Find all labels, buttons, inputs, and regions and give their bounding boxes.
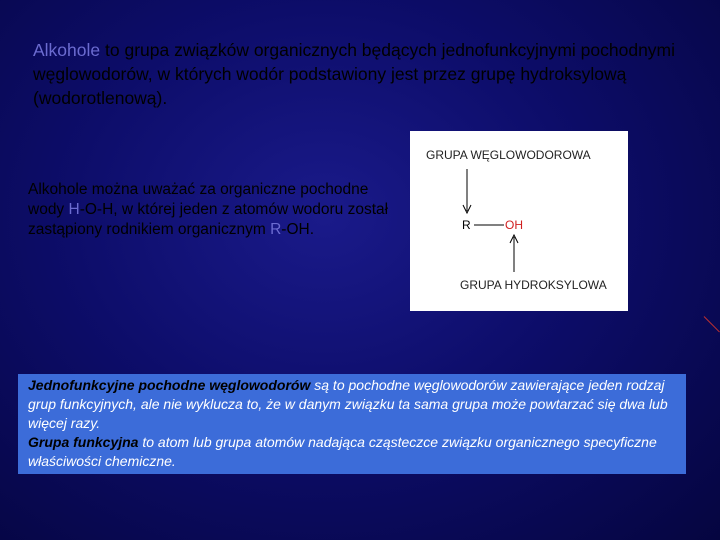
alcohol-def-text-2: -O-H, w której jeden z atomów wodoru został zastąpiony rodnikiem organicznym: [28, 201, 389, 238]
alcohol-definition: [28, 180, 398, 240]
r-letter: R: [270, 221, 282, 238]
functional-group-diagram: [410, 131, 628, 311]
definition-functional-group: [28, 433, 676, 471]
term-functional-derivatives: Jednofunkcyjne pochodne węglowodorów: [28, 377, 311, 393]
definition-text-1: są to pochodne węglowodorów zawierające jeden rodzaj grup funkcyjnych, ale nie wyklucza to, że w danym związku ta sama grupa może powtarzać się dwa lub więcej razy.: [28, 377, 668, 431]
definition-text-2: to atom lub grupa atomów nadająca cząsteczce związku organicznego specyficzne właściwości chemiczne.: [28, 434, 657, 469]
alcohol-def-text-1: Alkohole można uważać za organiczne pochodne wody: [28, 181, 369, 218]
term-functional-group: Grupa funkcyjna: [28, 434, 139, 450]
intro-text: to grupa związków organicznych będących jednofunkcyjnymi pochodnymi węglowodorów, w których wodór podstawiony jest przez grupę hydroksylową (wodorotlenową).: [33, 40, 676, 108]
h-letter: H: [68, 201, 80, 218]
decorative-line: [704, 316, 720, 332]
intro-paragraph: [33, 38, 693, 110]
alcohol-def-text-3: -OH.: [281, 221, 315, 238]
definition-functional-derivatives: [28, 376, 676, 433]
diagram-svg: [410, 131, 628, 311]
diagram-top-label: GRUPA WĘGLOWODOROWA: [426, 148, 591, 162]
diagram-r-label: R: [462, 218, 471, 232]
definitions-box: [18, 374, 686, 474]
diagram-oh-label: OH: [505, 218, 523, 232]
diagram-bottom-label: GRUPA HYDROKSYLOWA: [460, 278, 607, 292]
intro-highlight: Alkohole: [33, 40, 101, 60]
